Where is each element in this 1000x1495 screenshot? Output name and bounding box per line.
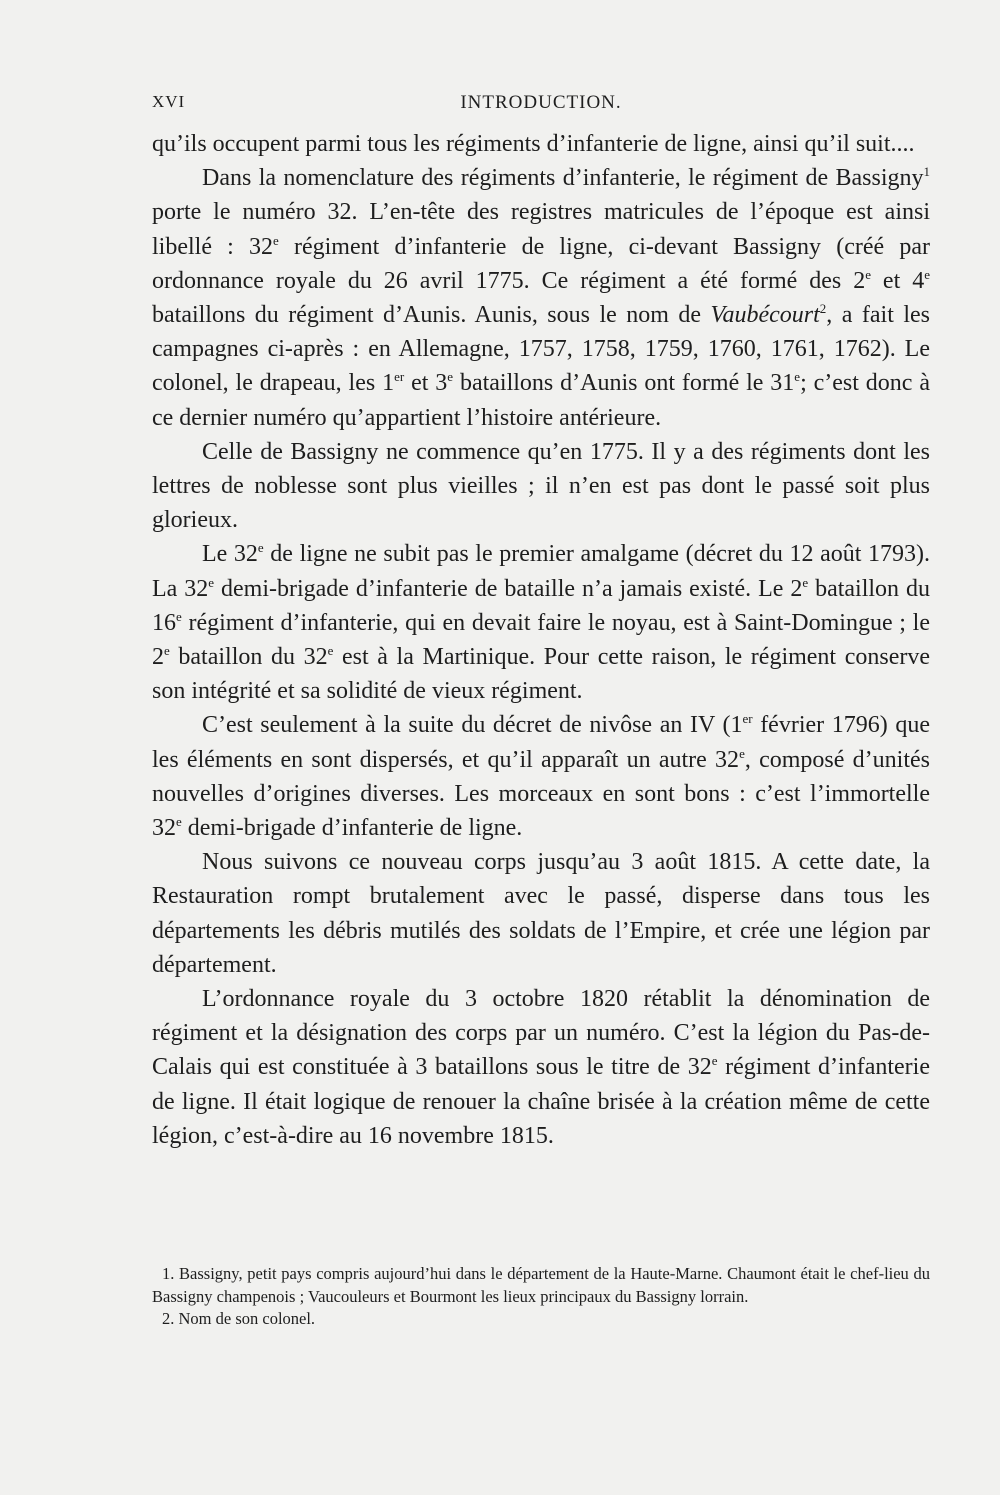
paragraph-bassigny: Celle de Bassigny ne commence qu’en 1775. Il y a des régiments dont les lettres de noblesse sont plus vieilles ; il n’en est pas dont le passé soit plus glorieux. xyxy=(152,438,930,534)
paragraph-nivose: C’est seulement à la suite du décret de nivôse an IV (1er février 1796) que les éléments en sont dispersés, et qu’il apparaît un autre 32e, composé d’unités nouvelles d’origines diverses. Les morceaux en sont bons : c’est l’immortelle 32e demi-brigade d’infanterie de ligne. xyxy=(152,711,931,842)
footnote-1: 1. Bassigny, petit pays compris aujourd’hui dans le département de la Haute-Marne. Chaumont était le chef-lieu du Bassigny champenois ; Vaucouleurs et Bourmont les lieux principaux du Bassigny lorrain. xyxy=(152,1264,930,1306)
running-head xyxy=(152,92,930,122)
paragraph-amalgame: Le 32e de ligne ne subit pas le premier amalgame (décret du 12 août 1793). La 32e demi-brigade d’infanterie de bataille n’a jamais existé. Le 2e bataillon du 16e régiment d’infanterie, qui en devait faire le noyau, est à Saint-Domingue ; le 2e bataillon du 32e est à la Martinique. Pour cette raison, le régiment conserve son intégrité et sa solidité de vieux régiment. xyxy=(152,540,931,705)
footnote-2: 2. Nom de son colonel. xyxy=(162,1309,316,1328)
footnote-ref-2: 2 xyxy=(819,301,827,317)
italic-vaubecourt: Vaubécourt xyxy=(710,302,820,329)
page-number: XVI xyxy=(152,92,186,111)
body-text xyxy=(152,127,930,1153)
paragraph-restauration: Nous suivons ce nouveau corps jusqu’au 3 août 1815. A cette date, la Restauration rompt brutalement avec le passé, disperse dans tous les départements les débris mutilés des soldats de l’Empire, et crée une légion par département. xyxy=(152,849,930,978)
paragraph-continuation: qu’ils occupent parmi tous les régiments d’infanterie de ligne, ainsi qu’il suit.... xyxy=(152,131,915,157)
paragraph-nomenclature: Dans la nomenclature des régiments d’infanterie, le régiment de Bassigny$^1$ porte le numéro 32. L’en-tête des registres matricules de l’époque est ainsi libellé : 32e régiment d’infanterie de ligne, ci-devant Bassigny (créé par ordonnance royale du 26 avril 1775. Ce régiment a été formé des 2e et 4e bataillons du régiment d’Aunis. Aunis, sous le nom de Vaubécourt$^2$, a fait les campagnes ci-après : en Allemagne, 1757, 1758, 1759, 1760, 1761, 1762). Le colonel, le drapeau, les 1er et 3e bataillons d’Aunis ont formé le 31e; c’est donc à ce dernier numéro qu’appartient l’histoire antérieure. xyxy=(152,164,930,431)
footnotes xyxy=(152,1263,930,1331)
footnote-ref-1: 1 xyxy=(923,164,930,180)
running-title: INTRODUCTION. xyxy=(460,92,622,113)
paragraph-ordonnance: L’ordonnance royale du 3 octobre 1820 rétablit la dénomination de régiment et la désignation des corps par un numéro. C’est la légion du Pas-de-Calais qui est constituée à 3 bataillons sous le titre de 32e régiment d’infanterie de ligne. Il était logique de renouer la chaîne brisée à la création même de cette légion, c’est-à-dire au 16 novembre 1815. xyxy=(152,986,930,1149)
